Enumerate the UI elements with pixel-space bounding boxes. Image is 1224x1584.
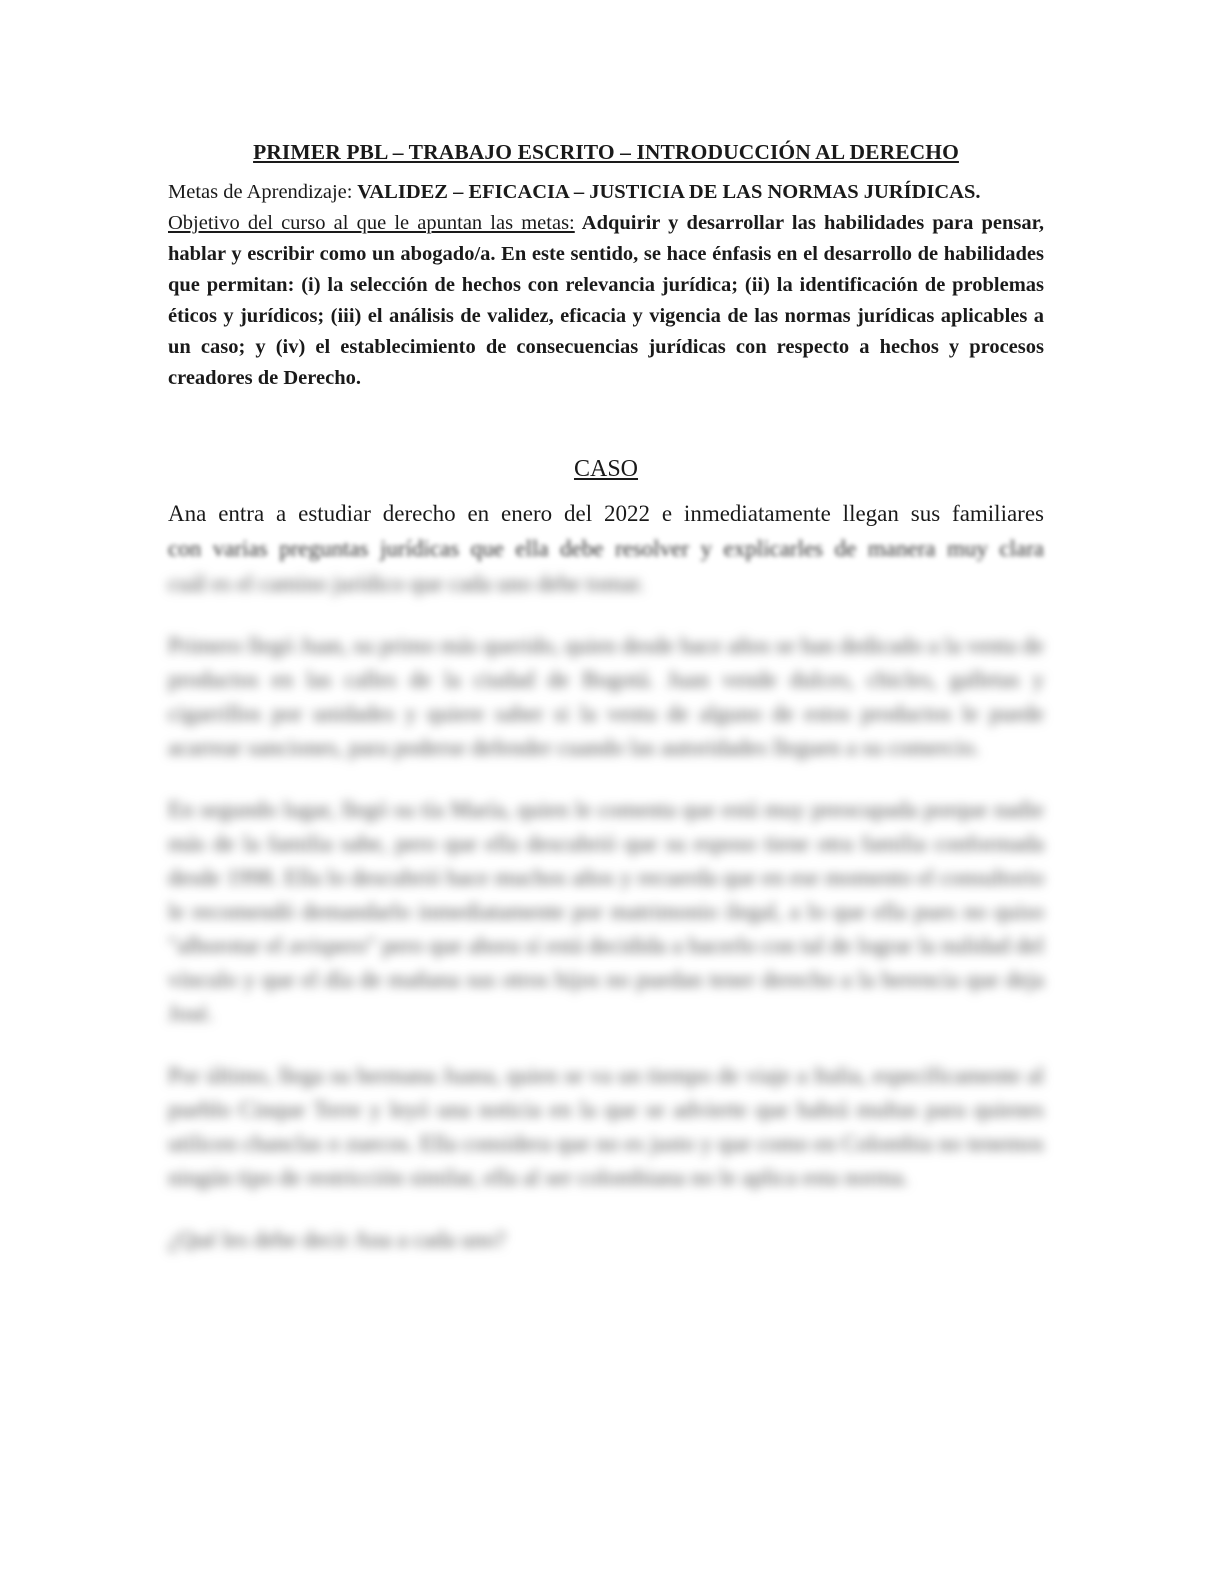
caso-paragraph-juana: Por último, llega su hermana Juana, quien se va un tiempo de viaje a Italia, específicamente al pueblo Cinque Terre y leyó una noticia en la que se advierte que habrá multas para quienes utilicen chanclas o zuecos. Ella considera que no es justo y que como en Colombia no tenemos ningún tipo de restricción similar, ella al ser colombiana no le aplica esta norma. — [168, 1063, 1044, 1190]
objetivo-paragraph — [168, 208, 1044, 394]
caso-heading: CASO — [573, 456, 639, 482]
metas-paragraph — [168, 177, 1044, 208]
caso-line-3: cuál es el camino jurídico que cada uno debe tomar. — [168, 571, 645, 596]
caso-paragraph-juan: Primero llegó Juan, su primo más querido, quien desde hace años se han dedicado a la venta de productos en las calles de la ciudad de Bogotá. Juan vende dulces, chicles, galletas y cigarrillos por unidades y quiere saber si la venta de alguno de estos productos le puede acarrear sanciones, para poderse defender cuando las autoridades lleguen a su comercio. — [168, 633, 1044, 760]
document-page — [168, 137, 1044, 1257]
caso-intro-paragraph — [168, 496, 1044, 601]
metas-value: VALIDEZ – EFICACIA – JUSTICIA DE LAS NORMAS JURÍDICAS. — [357, 181, 981, 203]
document-title: PRIMER PBL – TRABAJO ESCRITO – INTRODUCCIÓN AL DERECHO — [253, 140, 959, 164]
objetivo-value: Adquirir y desarrollar las habilidades para pensar, hablar y escribir como un abogado/a. En este sentido, se hace énfasis en el desarrollo de habilidades que permitan: (i) la selección de hechos con relevancia jurídica; (ii) la identificación de problemas éticos y jurídicos; (iii) el análisis de validez, eficacia y vigencia de las normas jurídicas aplicables a un caso; y (iv) el establecimiento de consecuencias jurídicas con respecto a hechos y procesos creadores de Derecho. — [168, 212, 1044, 389]
caso-line-1: Ana entra a estudiar derecho en enero del 2022 e inmediatamente llegan sus familiares — [168, 501, 1044, 526]
metas-label: Metas de Aprendizaje: — [168, 181, 353, 203]
caso-line-2: con varias preguntas jurídicas que ella debe resolver y explicarles de manera muy clara — [168, 536, 1044, 561]
caso-paragraph-maria: En segundo lugar, llegó su tía María, quien le comenta que está muy preocupada porque nadie más de la familia sabe, pero que ella descubrió que su esposo tiene otra familia conformada desde 1998. Ella lo descubrió hace muchos años y recuerda que en ese momento el consultorio le recomendó demandarlo inmediatamente por matrimonio ilegal, a lo que ella pues no quiso "alborotar el avispero" pero que ahora sí está decidida a hacerlo con tal de lograr la nulidad del vínculo y que el día de mañana sus otros hijos no puedan tener derecho a la herencia que deja José. — [168, 797, 1044, 1026]
caso-question: ¿Qué les debe decir Ana a cada uno? — [168, 1227, 506, 1252]
objetivo-label: Objetivo del curso al que le apuntan las metas: — [168, 212, 575, 234]
